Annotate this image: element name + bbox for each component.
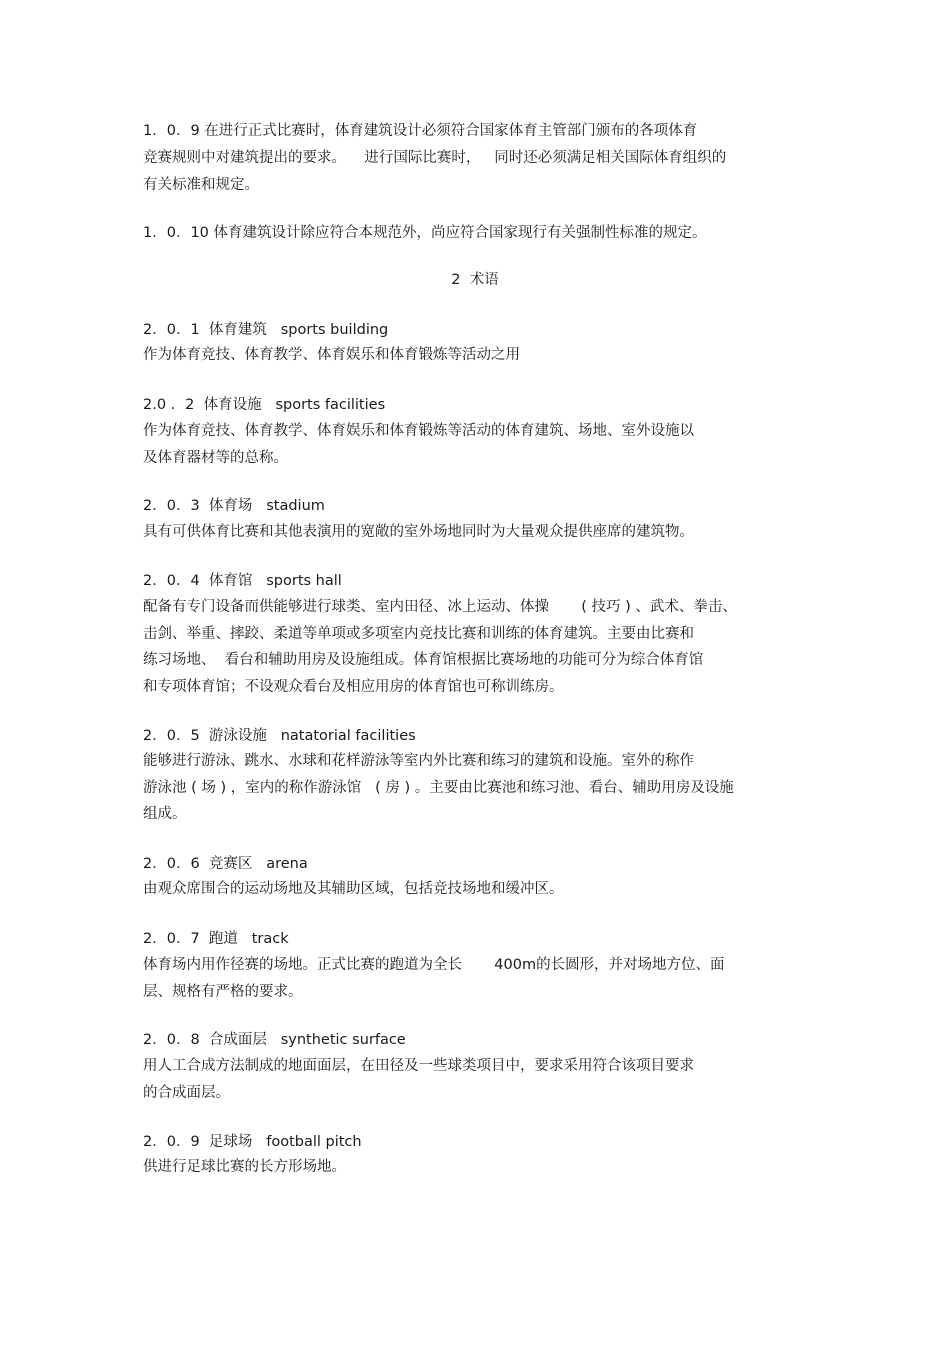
term-definition-line: 配备有专门设备而供能够进行球类、室内田径、冰上运动、体操 ( 技巧 ) 、武术、拳击、 [143,599,737,615]
term-definition-line: 具有可供体育比赛和其他表演用的宽敞的室外场地同时为大量观众提供座席的建筑物。 [143,524,694,540]
term-definition-line: 能够进行游泳、跳水、水球和花样游泳等室内外比赛和练习的建筑和设施。室外的称作 [143,753,694,769]
term-definition-line: 游泳池 ( 场 ) ，室内的称作游泳馆 ( 房 ) 。主要由比赛池和练习池、看台、辅助用房及设施 [143,780,734,796]
term-definition-line: 由观众席围合的运动场地及其辅助区域，包括竞技场地和缓冲区。 [143,881,564,897]
term-definition-line: 组成。 [143,806,187,822]
clause-1-0-9-line-1: 1．0．9 在进行正式比赛时，体育建筑设计必须符合国家体育主管部门颁布的各项体育 [143,123,698,139]
term-definition-line: 体育场内用作径赛的场地。正式比赛的跑道为全长 400m的长圆形，并对场地方位、面 [143,957,725,973]
term-definition-line: 和专项体育馆；不设观众看台及相应用房的体育馆也可称训练房。 [143,679,564,695]
term-heading: 2．0．3 体育场 stadium [143,498,325,514]
term-heading: 2．0．9 足球场 football pitch [143,1134,362,1150]
clause-1-0-9-line-3: 有关标准和规定。 [143,177,259,193]
term-heading: 2．0．1 体育建筑 sports building [143,322,389,338]
term-definition-line: 练习场地、 看台和辅助用房及设施组成。体育馆根据比赛场地的功能可分为综合体育馆 [143,652,704,668]
term-definition-line: 击剑、举重、摔跤、柔道等单项或多项室内竞技比赛和训练的体育建筑。主要由比赛和 [143,626,694,642]
term-heading: 2．0．6 竞赛区 arena [143,856,308,872]
term-heading: 2．0．7 跑道 track [143,931,289,947]
term-definition-line: 的合成面层。 [143,1085,230,1101]
term-heading: 2．0．5 游泳设施 natatorial facilities [143,728,416,744]
clause-1-0-10-line-1: 1．0．10 体育建筑设计除应符合本规范外，尚应符合国家现行有关强制性标准的规定。 [143,225,707,241]
term-definition-line: 作为体育竞技、体育教学、体育娱乐和体育锻炼等活动的体育建筑、场地、室外设施以 [143,423,694,439]
chapter-title: 2 术语 [451,272,499,288]
term-heading: 2.0 ．2 体育设施 sports facilities [143,397,386,413]
term-definition-line: 作为体育竞技、体育教学、体育娱乐和体育锻炼等活动之用 [143,347,520,363]
term-heading: 2．0．4 体育馆 sports hall [143,573,342,589]
term-definition-line: 层、规格有严格的要求。 [143,984,303,1000]
term-definition-line: 供进行足球比赛的长方形场地。 [143,1159,346,1175]
term-definition-line: 用人工合成方法制成的地面面层，在田径及一些球类项目中，要求采用符合该项目要求 [143,1058,694,1074]
term-definition-line: 及体育器材等的总称。 [143,450,288,466]
term-heading: 2．0．8 合成面层 synthetic surface [143,1032,406,1048]
clause-1-0-9-line-2: 竞赛规则中对建筑提出的要求。 进行国际比赛时， 同时还必须满足相关国际体育组织的 [143,150,727,166]
